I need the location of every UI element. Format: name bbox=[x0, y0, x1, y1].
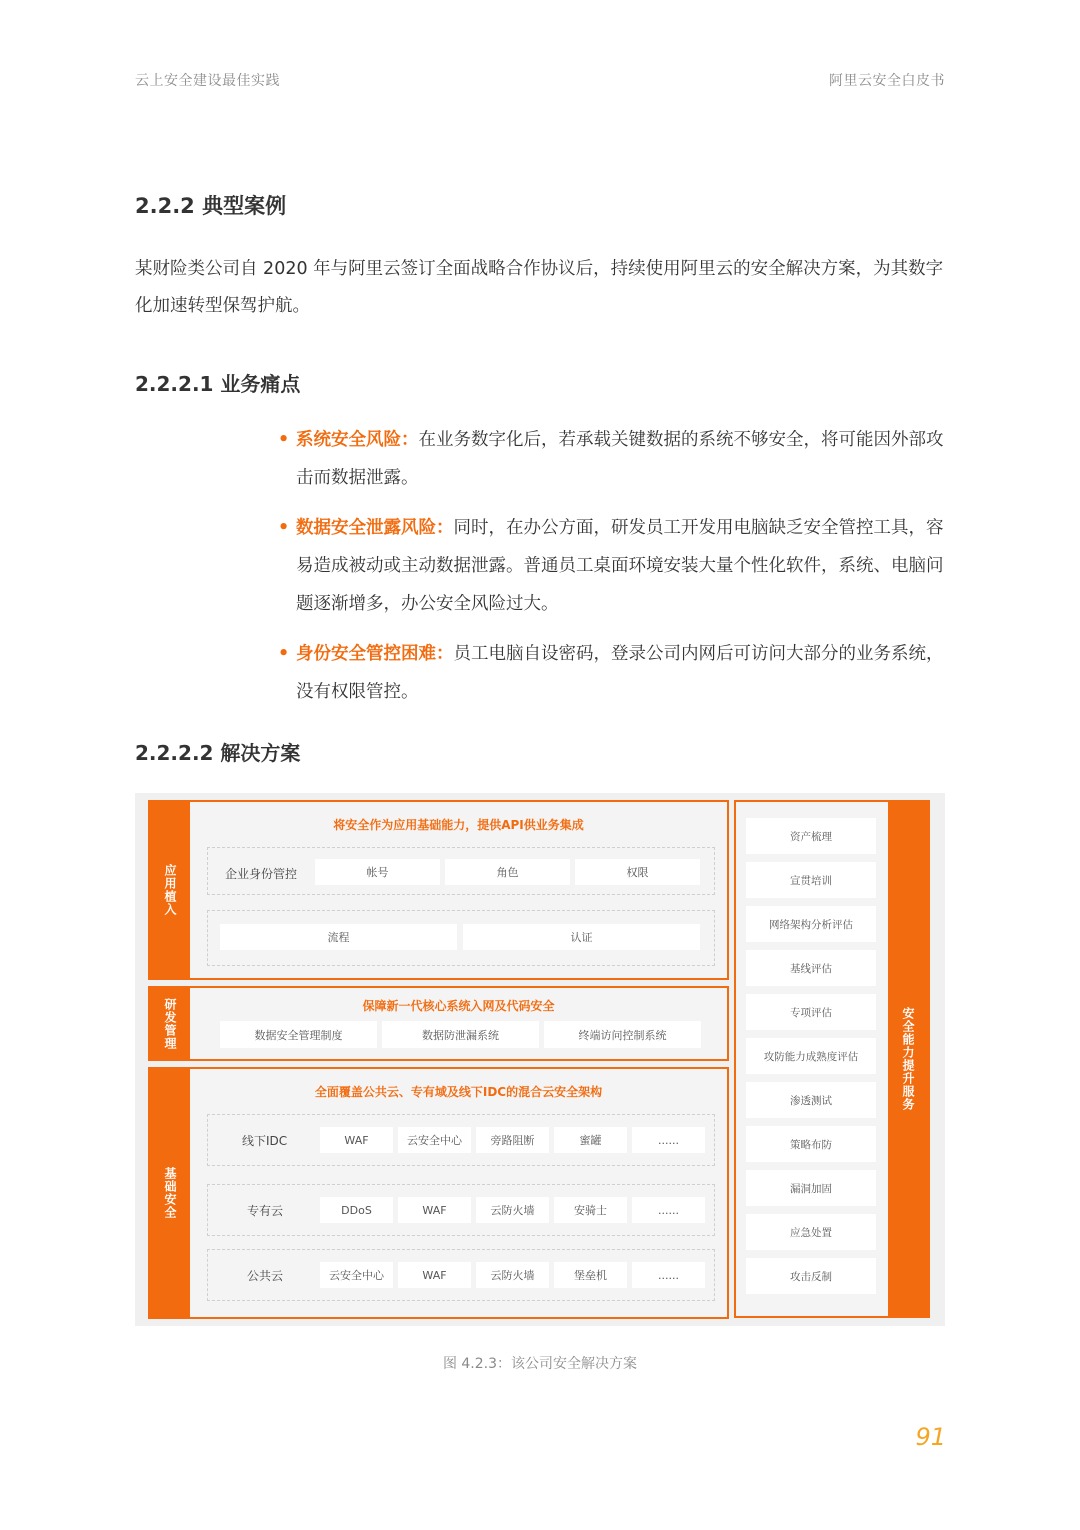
list-item bbox=[278, 635, 950, 711]
solution-title: 2.2.2.2 解决方案 bbox=[135, 741, 301, 765]
base-item: ...... bbox=[632, 1262, 705, 1288]
service-item: 网络架构分析评估 bbox=[746, 906, 876, 942]
base-item: 云防火墙 bbox=[476, 1262, 549, 1288]
base-item: WAF bbox=[398, 1197, 471, 1223]
bullet-label: 身份安全管控困难： bbox=[296, 644, 454, 664]
base-item: DDoS bbox=[320, 1197, 393, 1223]
intro-paragraph: 某财险类公司自 2020 年与阿里云签订全面战略合作协议后，持续使用阿里云的安全解决方案，为其数字化加速转型保驾护航。 bbox=[135, 259, 944, 316]
dev-item: 终端访问控制系统 bbox=[544, 1021, 701, 1048]
base-item: 云防火墙 bbox=[476, 1197, 549, 1223]
service-item: 基线评估 bbox=[746, 950, 876, 986]
base-row-label: 线下IDC bbox=[242, 1134, 288, 1148]
base-item: ...... bbox=[632, 1197, 705, 1223]
figure-caption: 图 4.2.3：该公司安全解决方案 bbox=[442, 1356, 638, 1372]
dev-section-tab: 研发管理 bbox=[150, 988, 190, 1059]
bullet-icon: • bbox=[278, 644, 290, 664]
base-item: 堡垒机 bbox=[554, 1262, 627, 1288]
service-item: 攻击反制 bbox=[746, 1258, 876, 1294]
bullet-icon: • bbox=[278, 518, 290, 538]
running-header-left: 云上安全建设最佳实践 bbox=[135, 73, 280, 89]
app-item: 角色 bbox=[445, 859, 570, 885]
service-item: 策略布防 bbox=[746, 1126, 876, 1162]
bullet-label: 数据安全泄露风险： bbox=[296, 518, 454, 538]
app-item: 帐号 bbox=[315, 859, 440, 885]
base-item: 旁路阻断 bbox=[476, 1127, 549, 1153]
base-section-tab: 基础安全 bbox=[150, 1069, 190, 1317]
base-row-label: 公共云 bbox=[247, 1269, 284, 1283]
bullet-text: 同时，在办公方面，研发员工开发用电脑缺乏安全管控工具，容易造成被动或主动数据泄露。普通员工桌面环境安装大量个性化软件，系统、电脑问题逐渐增多，办公安全风险过大。 bbox=[296, 518, 944, 614]
base-section-title: 全面覆盖公共云、专有域及线下IDC的混合云安全架构 bbox=[314, 1085, 603, 1099]
service-item: 资产梳理 bbox=[746, 818, 876, 854]
dev-item: 数据安全管理制度 bbox=[220, 1021, 377, 1048]
section-title: 2.2.2 典型案例 bbox=[135, 194, 287, 218]
app-section bbox=[148, 800, 729, 980]
bullet-label: 系统安全风险： bbox=[296, 430, 419, 450]
pain-points-list bbox=[278, 421, 950, 723]
list-item bbox=[278, 421, 950, 497]
service-item: 专项评估 bbox=[746, 994, 876, 1030]
base-section bbox=[148, 1067, 729, 1319]
services-tab: 安全能力提升服务 bbox=[888, 802, 928, 1316]
dev-section bbox=[148, 986, 729, 1061]
dev-item: 数据防泄漏系统 bbox=[382, 1021, 539, 1048]
base-item: 蜜罐 bbox=[554, 1127, 627, 1153]
bullet-text: 在业务数字化后，若承载关键数据的系统不够安全，将可能因外部攻击而数据泄露。 bbox=[296, 430, 944, 488]
service-item: 宣贯培训 bbox=[746, 862, 876, 898]
pain-points-title: 2.2.2.1 业务痛点 bbox=[135, 372, 301, 396]
list-item bbox=[278, 509, 950, 623]
app-section-title: 将安全作为应用基础能力，提供API供业务集成 bbox=[333, 818, 584, 832]
app-row1-label: 企业身份管控 bbox=[225, 867, 298, 881]
solution-diagram bbox=[135, 793, 945, 1326]
base-item: 云安全中心 bbox=[398, 1127, 471, 1153]
services-panel bbox=[734, 800, 930, 1318]
app-section-tab: 应用植入 bbox=[150, 802, 190, 978]
app-item: 流程 bbox=[220, 924, 457, 950]
base-item: ...... bbox=[632, 1127, 705, 1153]
bullet-text: 员工电脑自设密码，登录公司内网后可访问大部分的业务系统，没有权限管控。 bbox=[296, 644, 944, 702]
base-row-label: 专有云 bbox=[247, 1204, 284, 1218]
bullet-icon: • bbox=[278, 430, 290, 450]
base-item: WAF bbox=[398, 1262, 471, 1288]
base-item: 安骑士 bbox=[554, 1197, 627, 1223]
service-item: 漏洞加固 bbox=[746, 1170, 876, 1206]
service-item: 应急处置 bbox=[746, 1214, 876, 1250]
base-item: WAF bbox=[320, 1127, 393, 1153]
app-item: 认证 bbox=[463, 924, 700, 950]
running-header-right: 阿里云安全白皮书 bbox=[829, 73, 945, 89]
page-number: 91 bbox=[915, 1423, 946, 1451]
service-item: 攻防能力成熟度评估 bbox=[746, 1038, 876, 1074]
base-item: 云安全中心 bbox=[320, 1262, 393, 1288]
app-item: 权限 bbox=[575, 859, 700, 885]
dev-section-title: 保障新一代核心系统入网及代码安全 bbox=[362, 999, 555, 1013]
service-item: 渗透测试 bbox=[746, 1082, 876, 1118]
